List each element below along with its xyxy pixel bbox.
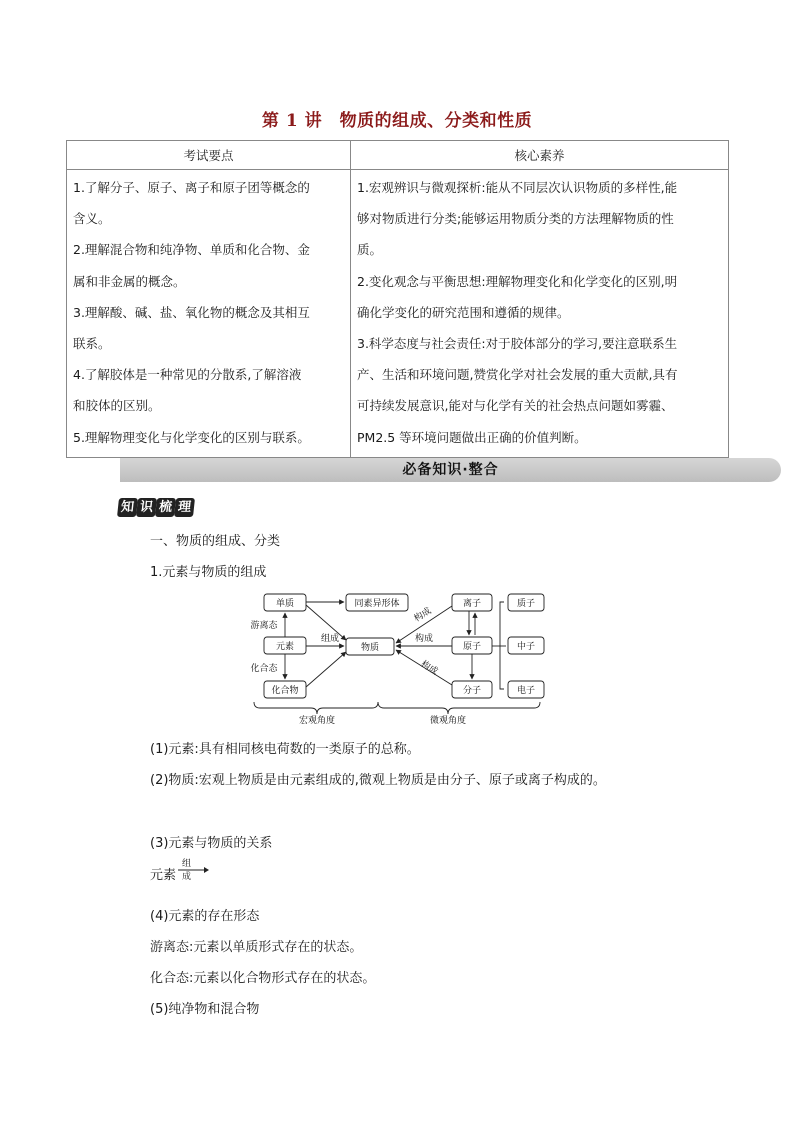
exam-point-line: 1.了解分子、原子、离子和原子团等概念的 — [73, 180, 310, 195]
exam-point-line: 含义。 — [73, 211, 111, 227]
badge-char: 识 — [136, 498, 157, 517]
para-pure-mixture: (5)纯净物和混合物 — [150, 1002, 260, 1017]
exam-point-line: 2.理解混合物和纯净物、单质和化合物、金 — [73, 242, 310, 258]
para-combined-state: 化合态:元素以化合物形式存在的状态。 — [150, 971, 376, 986]
para-element: (1)元素:具有相同核电荷数的一类原子的总称。 — [150, 742, 420, 757]
label-hongguan: 宏观角度 — [298, 716, 336, 726]
literacy-line: 2.变化观念与平衡思想:理解物理变化和化学变化的区别,明 — [357, 273, 678, 289]
badge-char: 梳 — [155, 498, 176, 517]
arrow-prefix: 元素 — [150, 868, 177, 883]
section-bar: 必备知识·整合 — [120, 458, 781, 482]
node-lizi: 离子 — [462, 599, 482, 609]
literacy-line: 可持续发展意识,能对与化学有关的社会热点问题如雾霾、 — [357, 398, 674, 414]
literacy-line: 产、生活和环境问题,赞赏化学对社会发展的重大贡献,具有 — [357, 367, 678, 383]
badge-char: 知 — [117, 498, 138, 517]
exam-point-line: 属和非金属的概念。 — [73, 273, 186, 289]
label-goucheng-1: 构成 — [412, 606, 434, 625]
node-yuansu: 元素 — [275, 642, 295, 652]
exam-points-cell — [67, 170, 351, 458]
page-title: 第 1 讲 物质的组成、分类和性质 — [261, 111, 533, 131]
node-wuzhi: 物质 — [360, 643, 380, 653]
literacy-line: 确化学变化的研究范围和遵循的规律。 — [357, 304, 570, 320]
badge-char: 理 — [174, 498, 195, 517]
core-literacy-cell — [351, 170, 729, 458]
label-weiguan: 微观角度 — [429, 716, 467, 726]
node-dianzi: 电子 — [516, 686, 536, 696]
arrow-over-label: 组成 — [182, 859, 192, 882]
literacy-line: 质。 — [357, 242, 383, 258]
header-core-literacy: 核心素养 — [351, 141, 729, 170]
para-forms: (4)元素的存在形态 — [150, 909, 260, 924]
element-composition-arrow — [150, 859, 192, 883]
literacy-line: 3.科学态度与社会责任:对于胶体部分的学习,要注意联系生 — [357, 336, 678, 352]
heading-2: 1.元素与物质的组成 — [150, 565, 267, 580]
header-exam-points: 考试要点 — [67, 141, 351, 170]
para-substance: (2)物质:宏观上物质是由元素组成的,微观上物质是由分子、原子或离子构成的。 — [150, 773, 606, 788]
literacy-line: 够对物质进行分类;能够运用物质分类的方法理解物质的性 — [357, 211, 674, 227]
exam-point-line: 4.了解胶体是一种常见的分散系,了解溶液 — [73, 367, 302, 383]
literacy-line: 1.宏观辨识与微观探析:能从不同层次认识物质的多样性,能 — [357, 180, 678, 195]
exam-point-line: 3.理解酸、碱、盐、氧化物的概念及其相互 — [73, 304, 310, 320]
label-youli: 游离态 — [250, 621, 278, 631]
literacy-line: PM2.5 等环境问题做出正确的价值判断。 — [357, 429, 587, 445]
exam-point-line: 和胶体的区别。 — [73, 398, 161, 414]
para-relation: (3)元素与物质的关系 — [150, 836, 273, 851]
node-fenzi: 分子 — [462, 686, 482, 696]
composition-diagram — [248, 588, 548, 728]
knowledge-badge — [118, 496, 194, 518]
node-tongsu: 同素异形体 — [354, 599, 400, 609]
right-arrow-icon — [178, 866, 210, 874]
node-yuanzi: 原子 — [462, 642, 482, 652]
node-zhongzi: 中子 — [516, 642, 536, 652]
node-zhizi: 质子 — [516, 599, 536, 609]
requirements-table — [66, 140, 729, 458]
node-danzhi: 单质 — [275, 599, 295, 609]
exam-point-line: 联系。 — [73, 336, 111, 352]
label-goucheng-3: 构成 — [418, 659, 440, 678]
label-zucheng: 组成 — [320, 634, 340, 644]
label-huahe: 化合态 — [250, 664, 278, 674]
para-free-state: 游离态:元素以单质形式存在的状态。 — [150, 940, 363, 955]
exam-point-line: 5.理解物理变化与化学变化的区别与联系。 — [73, 429, 310, 445]
label-goucheng-2: 构成 — [414, 634, 434, 644]
node-huahewu: 化合物 — [271, 686, 299, 696]
heading-1: 一、物质的组成、分类 — [150, 534, 281, 549]
